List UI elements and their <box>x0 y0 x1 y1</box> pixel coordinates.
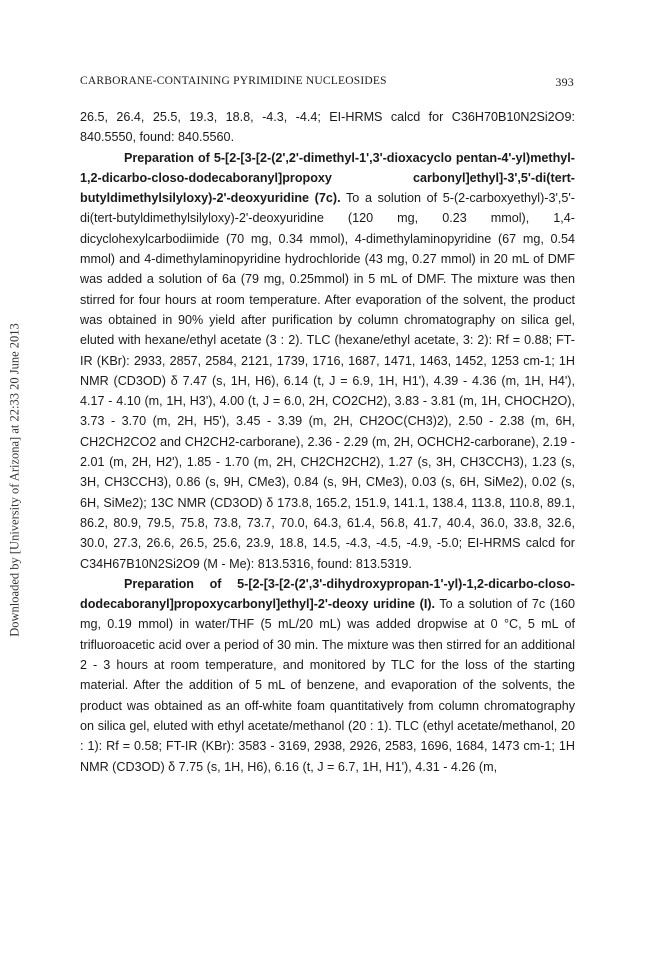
paragraph-2-text: To a solution of 5-(2-carboxyethyl)-3',5'-di(tert-butyldimethylsilyloxy)-2'-deoxyuridine (120 mg, 0.23 mmol), 1,4-dicyclohexylcarbodiimide (70 mg, 0.34 mmol), 4-dimethylaminopyridine (67 mg, 0.54 mmol) and 4-dimethylaminopyridine hydrochloride (43 mg, 0.27 mmol) in 20 mL of DMF was added a solution of 6a (79 mg, 0.25mmol) in 5 mL of DMF. The mixture was then stirred for four hours at room temperature. After evaporation of the solvent, the product was obtained in 90% yield after purification by column chromatography on silica gel, eluted with hexane/ethyl acetate (3 : 2). TLC (hexane/ethyl acetate, 3: 2): Rf = 0.88; FT-IR (KBr): 2933, 2857, 2584, 2121, 1739, 1716, 1687, 1471, 1463, 1452, 1253 cm-1; 1H NMR (CD3OD) δ 7.47 (s, 1H, H6), 6.14 (t, J = 6.9, 1H, H1'), 4.39 - 4.36 (m, 1H, H4'), 4.17 - 4.10 (m, 1H, H3'), 4.00 (t, J = 6.0, 2H, CO2CH2), 3.83 - 3.81 (m, 1H, CHOCH2O), 3.73 - 3.70 (m, 2H, H5'), 3.45 - 3.39 (m, 2H, CH2OC(CH3)2), 2.50 - 2.38 (m, 6H, CH2CH2CO2 and CH2CH2-carborane), 2.36 - 2.29 (m, 2H, OCHCH2-carborane), 2.19 - 2.01 (m, 2H, H2'), 1.85 - 1.70 (m, 2H, CH2CH2CH2), 1.27 (s, 3H, CH3CCH3), 1.23 (s, 3H, CH3CCH3), 0.86 (s, 9H, CMe3), 0.84 (s, 9H, CMe3), 0.03 (s, 6H, SiMe2), 0.02 (s, 6H, SiMe2); 13C NMR (CD3OD) δ 173.8, 165.2, 151.9, 141.1, 138.4, 113.8, 110.8, 89.1, 86.2, 80.9, 79.5, 75.8, 73.8, 73.7, 70.0, 64.3, 61.4, 56.8, 41.7, 40.4, 36.0, 33.8, 32.6, 30.0, 27.3, 26.6, 26.5, 25.6, 23.9, 18.8, 14.5, -4.3, -4.5, -4.9, -5.0; EI-HRMS calcd for C34H67B10N2Si2O9 (M - Me): 813.5316, found: 813.5319. <box>80 191 575 571</box>
paragraph-2-heading: Preparation of 5-[2-[3-[2-(2',2'-dimethyl-1',3'-dioxacyclo pentan-4'-yl)methyl-1,2-dicarbo-closo-dodecaboranyl]propoxy carbonyl]ethyl]-3',5'-di(tert-butyldimethylsilyloxy)-2'-deoxyuridine (7c). <box>80 150 575 206</box>
paragraph-2 <box>80 148 575 574</box>
download-watermark <box>6 160 24 800</box>
paragraph-3 <box>80 574 575 777</box>
article-body <box>80 107 575 777</box>
running-title: CARBORANE-CONTAINING PYRIMIDINE NUCLEOSIDES <box>80 75 387 87</box>
download-note-text: Downloaded by [University of Arizona] at 22:33 20 June 2013 <box>7 323 22 637</box>
paragraph-3-heading: Preparation of 5-[2-[3-[2-(2',3'-dihydroxypropan-1'-yl)-1,2-dicarbo-closo-dodecaboranyl]propoxycarbonyl]ethyl]-2'-deoxy uridine (I). <box>80 576 575 612</box>
paragraph-1: 26.5, 26.4, 25.5, 19.3, 18.8, -4.3, -4.4; EI-HRMS calcd for C36H70B10N2Si2O9: 840.5550, found: 840.5560. <box>80 110 575 145</box>
page-number: 393 <box>555 75 574 89</box>
paragraph-3-text: To a solution of 7c (160 mg, 0.19 mmol) in water/THF (5 mL/20 mL) was added dropwise at 0 °C, 5 mL of trifluoroacetic acid over a period of 30 min. The mixture was then stirred for an additional 2 - 3 hours at room temperature, and monitored by TLC for the loss of the starting material. After the addition of 5 mL of benzene, and evaporation of the solvents, the product was obtained as an off-white foam quantitatively from column chromatography on silica gel, eluted with ethyl acetate/methanol (20 : 1). TLC (ethyl acetate/methanol, 20 : 1): Rf = 0.58; FT-IR (KBr): 3583 - 3169, 2938, 2926, 2583, 1696, 1684, 1473 cm-1; 1H NMR (CD3OD) δ 7.75 (s, 1H, H6), 6.16 (t, J = 6.7, 1H, H1'), 4.31 - 4.26 (m, <box>80 597 575 774</box>
